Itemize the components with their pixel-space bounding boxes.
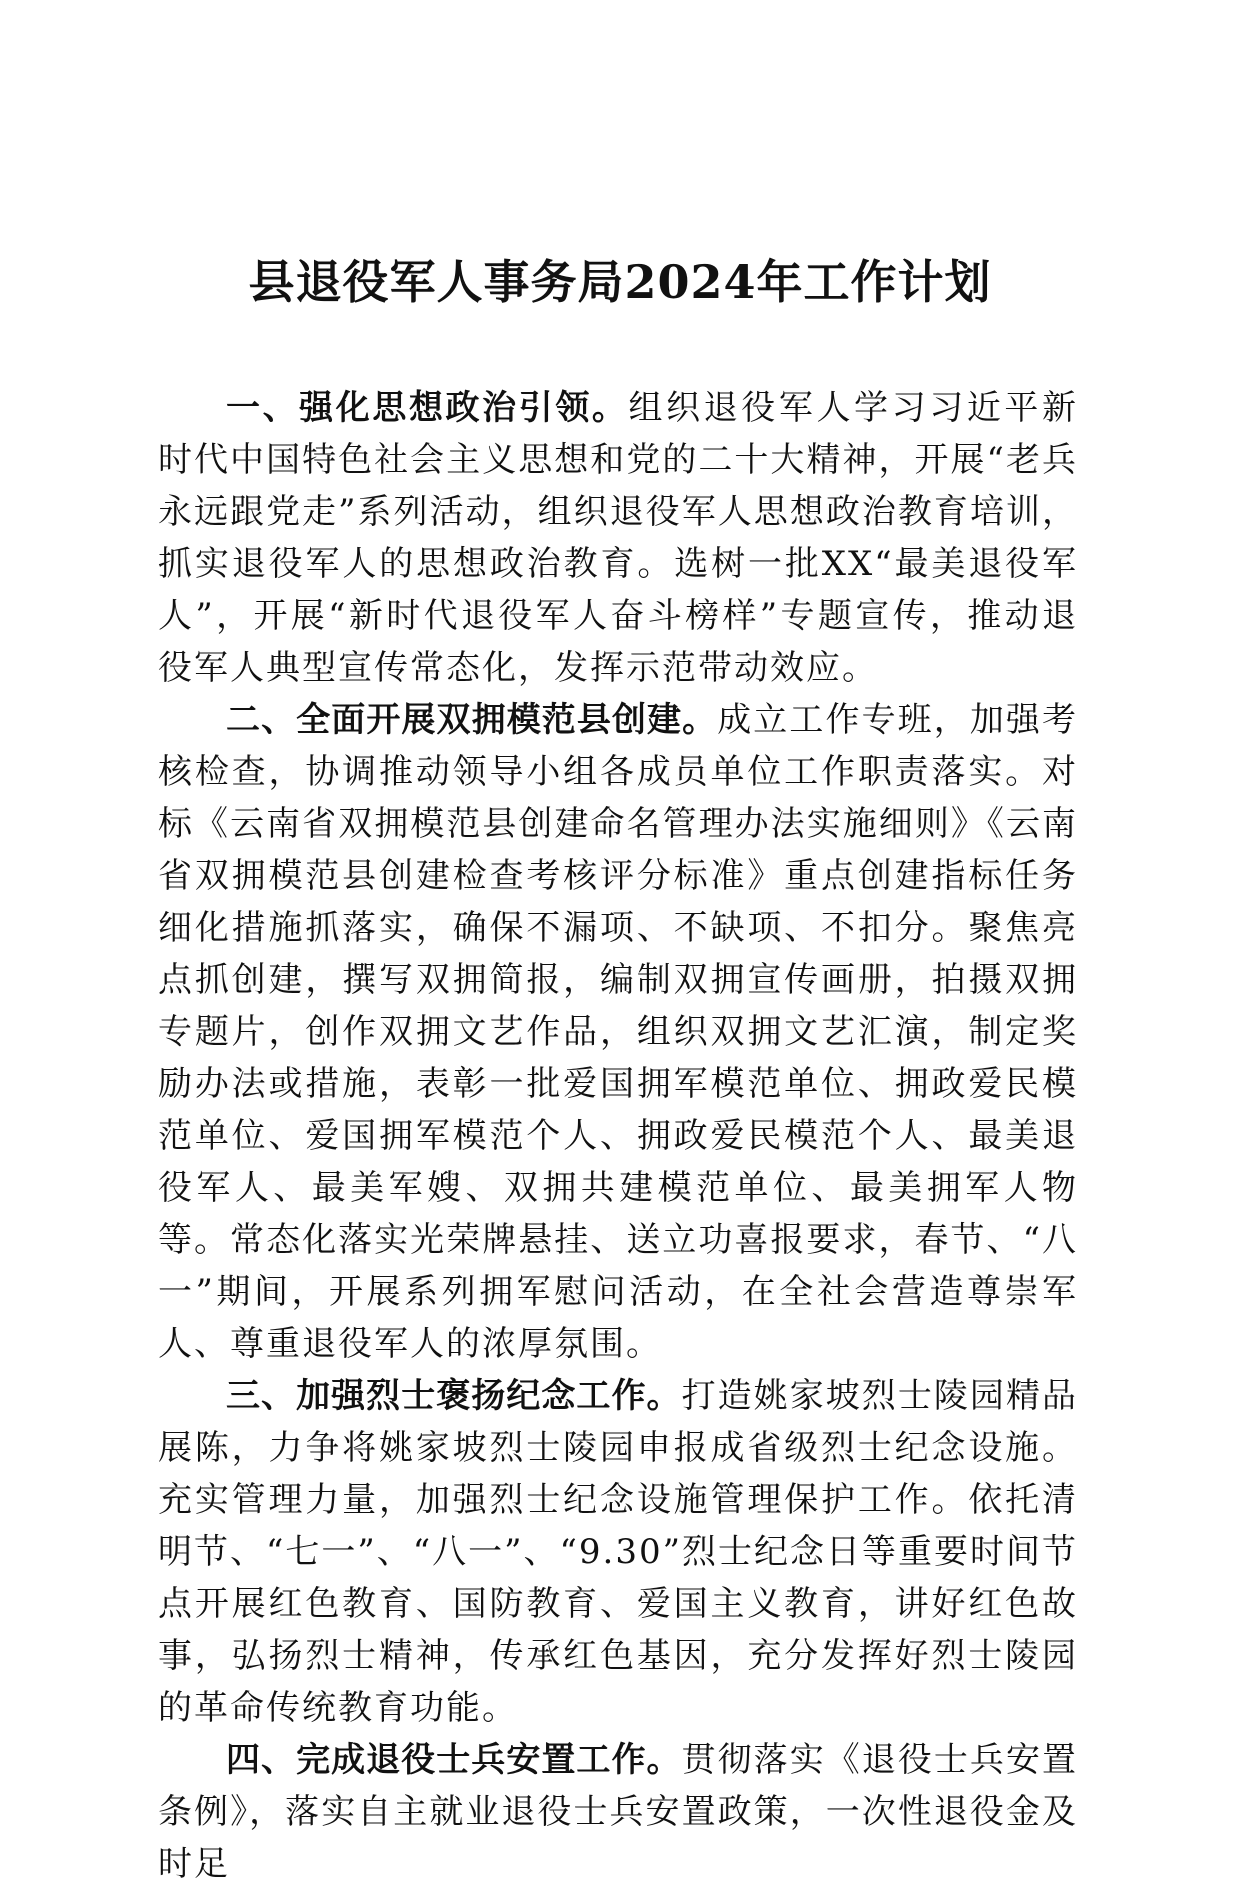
section-paragraph-3 bbox=[158, 1370, 1078, 1734]
section-paragraph-1 bbox=[158, 382, 1078, 694]
section-text-3: 打造姚家坡烈士陵园精品展陈，力争将姚家坡烈士陵园申报成省级烈士纪念设施。充实管理力量，加强烈士纪念设施管理保护工作。依托清明节、“七一”、“八一”、“9.30”烈士纪念日等重要时间节点开展红色教育、国防教育、爱国主义教育，讲好红色故事，弘扬烈士精神，传承红色基因，充分发挥好烈士陵园的革命传统教育功能。 bbox=[158, 1376, 1079, 1728]
document-body bbox=[158, 382, 1078, 1890]
section-text-2: 成立工作专班，加强考核检查，协调推动领导小组各成员单位工作职责落实。对标《云南省双拥模范县创建命名管理办法实施细则》《云南省双拥模范县创建检查考核评分标准》重点创建指标任务细化措施抓落实，确保不漏项、不缺项、不扣分。聚焦亮点抓创建，撰写双拥简报，编制双拥宣传画册，拍摄双拥专题片，创作双拥文艺作品，组织双拥文艺汇演，制定奖励办法或措施，表彰一批爱国拥军模范单位、拥政爱民模范单位、爱国拥军模范个人、拥政爱民模范个人、最美退役军人、最美军嫂、双拥共建模范单位、最美拥军人物等。常态化落实光荣牌悬挂、送立功喜报要求，春节、“八一”期间，开展系列拥军慰问活动，在全社会营造尊崇军人、尊重退役军人的浓厚氛围。 bbox=[158, 700, 1079, 1364]
section-paragraph-2 bbox=[158, 694, 1078, 1370]
section-text-4: 贯彻落实《退役士兵安置条例》，落实自主就业退役士兵安置政策，一次性退役金及时足 bbox=[158, 1740, 1079, 1884]
section-heading-3: 三、加强烈士褒扬纪念工作。 bbox=[226, 1376, 682, 1416]
section-paragraph-4 bbox=[158, 1734, 1078, 1890]
section-text-1: 组织退役军人学习习近平新时代中国特色社会主义思想和党的二十大精神，开展“老兵永远跟党走”系列活动，组织退役军人思想政治教育培训，抓实退役军人的思想政治教育。选树一批XX“最美退役军人”，开展“新时代退役军人奋斗榜样”专题宣传，推动退役军人典型宣传常态化，发挥示范带动效应。 bbox=[158, 388, 1078, 688]
section-heading-2: 二、全面开展双拥模范县创建。 bbox=[226, 700, 718, 740]
document-title: 县退役军人事务局2024年工作计划 bbox=[248, 255, 992, 309]
section-heading-1: 一、强化思想政治引领。 bbox=[226, 388, 629, 428]
section-heading-4: 四、完成退役士兵安置工作。 bbox=[226, 1740, 682, 1780]
